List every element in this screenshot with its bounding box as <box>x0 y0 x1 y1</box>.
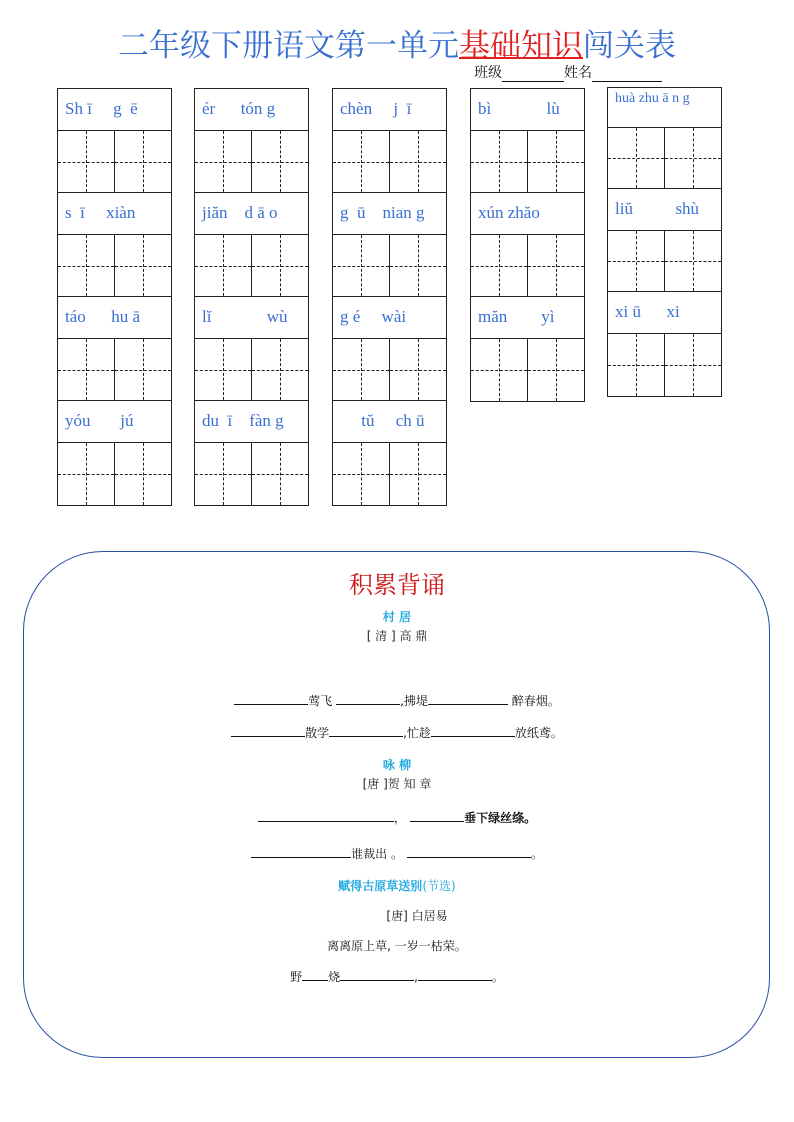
fill-blank[interactable] <box>410 809 464 822</box>
pinyin-label: g é wài <box>333 297 446 339</box>
poem-title-fudegu <box>0 877 794 894</box>
writing-grid[interactable] <box>195 443 308 505</box>
name-label: 姓名 <box>564 65 592 81</box>
poem-title-text: 赋得古原草送别 <box>338 879 423 893</box>
fill-blank[interactable] <box>340 968 414 981</box>
poem-author-fudegu: [唐] 白居易 <box>386 909 448 923</box>
poem-title-cunju: 村 居 <box>382 610 412 624</box>
line-text: 垂下绿丝绦。 <box>464 811 537 825</box>
writing-grid[interactable] <box>608 231 721 292</box>
writing-grid[interactable] <box>58 443 171 505</box>
line-text: 野 <box>290 970 303 984</box>
pinyin-label: táo hu ā <box>58 297 171 339</box>
poem-line <box>0 724 794 741</box>
poem-line: 离离原上草, 一岁一枯荣。 <box>327 939 467 953</box>
pinyin-column-2 <box>194 88 309 506</box>
line-text: 谁裁出 。 <box>351 847 403 861</box>
poem-line <box>0 845 794 862</box>
line-text: 放纸鸢。 <box>514 726 563 740</box>
poem-line <box>0 809 794 826</box>
pinyin-label: s ī xiàn <box>58 193 171 235</box>
fill-blank[interactable] <box>302 968 328 981</box>
line-text: 。 <box>530 847 543 861</box>
pinyin-label: xi ū xi <box>608 292 721 334</box>
writing-grid[interactable] <box>58 235 171 297</box>
pinyin-column-5 <box>607 87 722 397</box>
poem-author-yongliu: [唐 ]贺 知 章 <box>362 777 432 791</box>
poem-author-cunju: [ 清 ] 高 鼎 <box>366 629 428 643</box>
poem-line <box>0 968 794 985</box>
pinyin-label: ér tón g <box>195 89 308 131</box>
writing-grid[interactable] <box>195 235 308 297</box>
fill-blank[interactable] <box>329 724 403 737</box>
line-text: 莺飞 <box>308 694 333 708</box>
writing-grid[interactable] <box>333 443 446 505</box>
writing-grid[interactable] <box>608 334 721 396</box>
fill-blank[interactable] <box>231 724 305 737</box>
writing-grid[interactable] <box>58 339 171 401</box>
poem-title-yongliu: 咏 柳 <box>382 758 412 772</box>
title-suffix: 闯关表 <box>583 28 676 64</box>
writing-grid[interactable] <box>58 131 171 193</box>
fill-blank[interactable] <box>258 809 394 822</box>
fill-blank[interactable] <box>428 692 508 705</box>
writing-grid[interactable] <box>608 128 721 189</box>
pinyin-label: lĭ wù <box>195 297 308 339</box>
pinyin-label: chèn j ī <box>333 89 446 131</box>
title-prefix: 二年级下册语文第一单元 <box>118 28 459 64</box>
page-title <box>0 20 794 65</box>
title-highlight: 基础知识 <box>459 28 583 64</box>
line-text: 醉春烟。 <box>511 694 560 708</box>
fill-blank[interactable] <box>336 692 400 705</box>
class-name-line <box>474 62 662 82</box>
pinyin-label: xún zhăo <box>471 193 584 235</box>
writing-grid[interactable] <box>471 235 584 297</box>
pinyin-column-1 <box>57 88 172 506</box>
line-text: 散学 <box>305 726 330 740</box>
writing-grid[interactable] <box>195 131 308 193</box>
class-label: 班级 <box>474 65 502 81</box>
fill-blank[interactable] <box>234 692 308 705</box>
pinyin-label: yóu jú <box>58 401 171 443</box>
pinyin-label: bì lù <box>471 89 584 131</box>
line-text: 。 <box>491 970 504 984</box>
line-text: ， <box>393 811 406 825</box>
pinyin-column-4 <box>470 88 585 402</box>
writing-grid[interactable] <box>471 339 584 401</box>
pinyin-label: jiăn d ā o <box>195 193 308 235</box>
writing-grid[interactable] <box>471 131 584 193</box>
poem-title-note: (节选) <box>422 879 456 893</box>
class-blank[interactable] <box>502 67 564 82</box>
pinyin-label: măn yì <box>471 297 584 339</box>
pinyin-label: Sh ī g ē <box>58 89 171 131</box>
poem-line <box>0 692 794 709</box>
pinyin-label: tŭ ch ū <box>333 401 446 443</box>
pinyin-label: du ī fàn g <box>195 401 308 443</box>
writing-grid[interactable] <box>195 339 308 401</box>
pinyin-label: g ū nian g <box>333 193 446 235</box>
recitation-title: 积累背诵 <box>349 571 445 599</box>
line-text: , <box>414 970 418 984</box>
pinyin-label: liŭ shù <box>608 189 721 231</box>
fill-blank[interactable] <box>407 845 531 858</box>
pinyin-column-3 <box>332 88 447 506</box>
line-text: 烧 <box>328 970 341 984</box>
line-text: ,忙趁 <box>403 726 431 740</box>
writing-grid[interactable] <box>333 235 446 297</box>
writing-grid[interactable] <box>333 339 446 401</box>
fill-blank[interactable] <box>251 845 351 858</box>
writing-grid[interactable] <box>333 131 446 193</box>
pinyin-label: huà zhu ā n g <box>608 88 721 128</box>
name-blank[interactable] <box>592 67 662 82</box>
fill-blank[interactable] <box>418 968 492 981</box>
line-text: ,拂堤 <box>400 694 428 708</box>
fill-blank[interactable] <box>431 724 515 737</box>
